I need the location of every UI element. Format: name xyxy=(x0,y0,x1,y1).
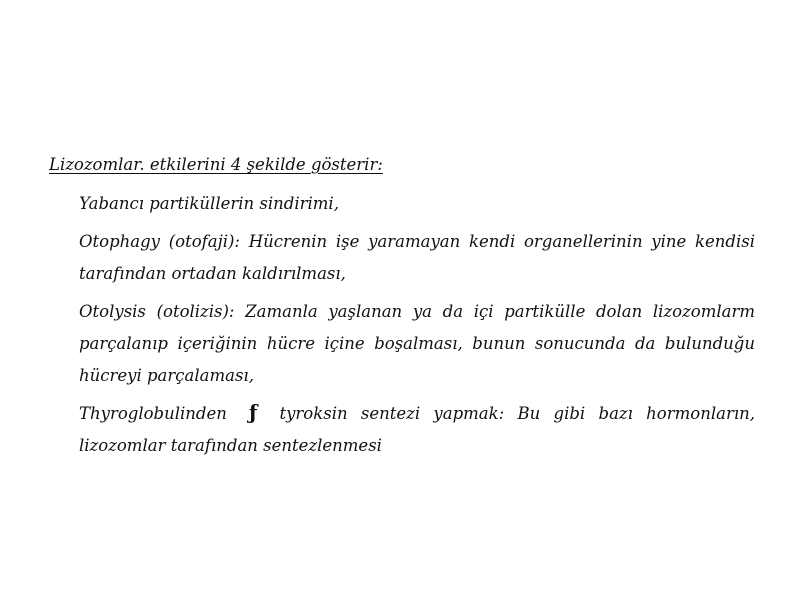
slide-heading: Lizozomlar. etkilerini 4 şekilde gösterir: xyxy=(49,155,383,174)
thyroglobulin-prefix: Thyroglobulinden xyxy=(79,404,227,423)
thyroglobulin-suffix: tyroksin sentezi yapmak: Bu gibi bazı hormonların, lizozomlar tarafından sentezlenmesi xyxy=(79,404,755,455)
list-item-autophagy: Otophagy (otofaji): Hücrenin işe yaramayan kendi organellerinin yine kendisi tarafından ortadan kaldırılması, xyxy=(79,232,755,283)
list-item-digestion: Yabancı partiküllerin sindirimi, xyxy=(79,194,339,213)
list-item-autolysis: Otolysis (otolizis): Zamanla yaşlanan ya da içi partikülle dolan lizozomlarm parçalanıp içeriğinin hücre içine boşalması, bunun sonucunda da bulunduğu hücreyi parçalaması, xyxy=(79,302,755,385)
list-item-thyroglobulin xyxy=(79,398,755,462)
arrow-symbol-icon: ƒ xyxy=(248,400,258,424)
effects-list xyxy=(79,188,755,462)
